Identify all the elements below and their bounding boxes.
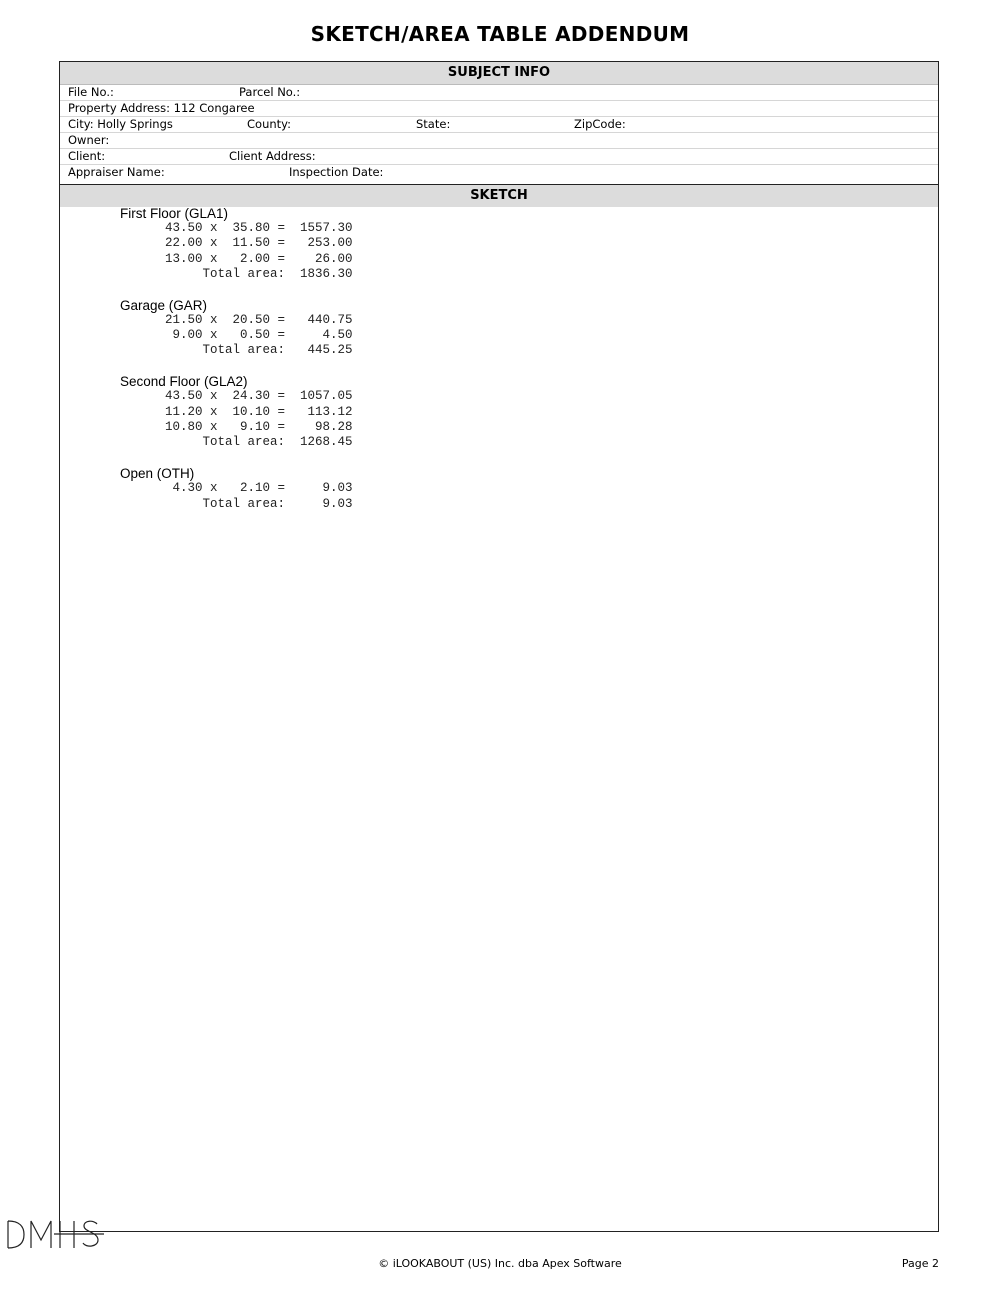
sketch-header: SKETCH	[60, 184, 938, 207]
area-title-second-floor: Second Floor (GLA2)	[120, 374, 248, 389]
area-line: 13.00 x 2.00 = 26.00	[120, 252, 353, 266]
area-line: 22.00 x 11.50 = 253.00	[120, 236, 353, 250]
area-title-first-floor: First Floor (GLA1)	[120, 206, 229, 221]
area-line: 11.20 x 10.10 = 113.12	[120, 405, 353, 419]
client-label: Client:	[68, 149, 106, 163]
area-line: 9.00 x 0.50 = 4.50	[120, 328, 353, 342]
area-line: 4.30 x 2.10 = 9.03	[120, 481, 353, 495]
area-line: 43.50 x 24.30 = 1057.05	[120, 389, 353, 403]
area-title-garage: Garage (GAR)	[120, 298, 208, 313]
owner-label: Owner:	[68, 133, 110, 147]
area-line: 43.50 x 35.80 = 1557.30	[120, 221, 353, 235]
page-number: Page 2	[901, 1257, 939, 1270]
city: City: Holly Springs	[68, 117, 173, 131]
area-line: 10.80 x 9.10 = 98.28	[120, 420, 353, 434]
client-address-label: Client Address:	[229, 149, 316, 163]
footer-copyright: © iLOOKABOUT (US) Inc. dba Apex Software	[378, 1257, 622, 1270]
appraiser-name-label: Appraiser Name:	[68, 165, 165, 179]
info-row-location	[60, 116, 938, 133]
area-total: Total area: 1836.30	[120, 267, 353, 281]
info-row-appraiser	[60, 164, 938, 180]
state-label: State:	[416, 117, 451, 131]
area-total: Total area: 9.03	[120, 497, 353, 511]
info-row-owner	[60, 132, 938, 149]
dmhs-logo	[4, 1216, 104, 1252]
addendum-frame	[59, 61, 939, 1232]
page-title: SKETCH/AREA TABLE ADDENDUM	[310, 22, 690, 46]
info-row-client	[60, 148, 938, 165]
county-label: County:	[247, 117, 291, 131]
inspection-date-label: Inspection Date:	[289, 165, 384, 179]
zipcode-label: ZipCode:	[574, 117, 626, 131]
info-row-file	[60, 84, 938, 101]
info-row-address	[60, 100, 938, 117]
area-total: Total area: 1268.45	[120, 435, 353, 449]
subject-info-header: SUBJECT INFO	[60, 62, 938, 85]
area-line: 21.50 x 20.50 = 440.75	[120, 313, 353, 327]
area-total: Total area: 445.25	[120, 343, 353, 357]
file-no-label: File No.:	[68, 85, 114, 99]
parcel-no-label: Parcel No.:	[239, 85, 301, 99]
property-address: Property Address: 112 Congaree	[68, 101, 255, 115]
area-title-open: Open (OTH)	[120, 466, 195, 481]
